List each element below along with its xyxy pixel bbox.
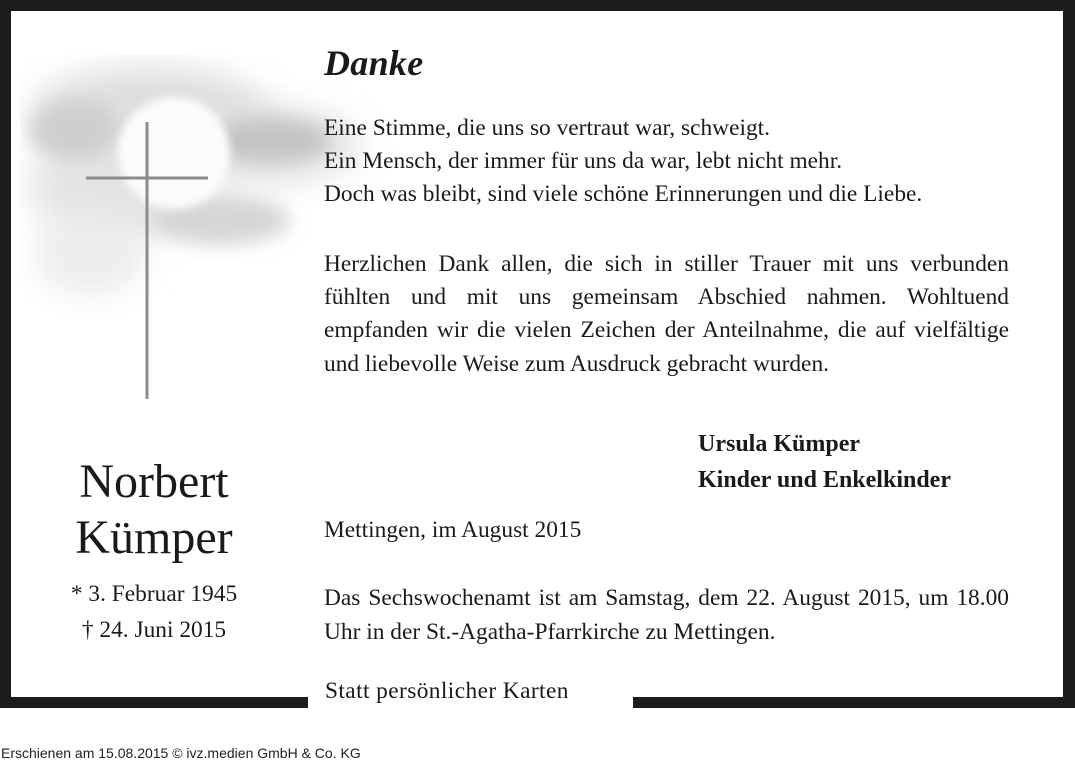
signature-spouse: Ursula Kümper — [698, 431, 860, 457]
death-date: † 24. Juni 2015 — [81, 617, 227, 643]
frame-border-bottom-right — [633, 697, 1075, 708]
frame-border-top — [0, 0, 1075, 11]
notice-heading: Danke — [324, 43, 424, 83]
place-date: Mettingen, im August 2015 — [324, 517, 582, 543]
birth-date: * 3. Februar 1945 — [70, 581, 238, 607]
deceased-first-name: Norbert — [79, 455, 229, 508]
frame-border-bottom-left — [0, 697, 308, 708]
verse-line: Ein Mensch, der immer für uns da war, lebt nicht mehr. — [324, 148, 843, 174]
life-dates — [20, 576, 288, 648]
frame-border-right — [1063, 0, 1075, 708]
deceased-last-name: Kümper — [75, 511, 233, 564]
deceased-name — [20, 454, 288, 566]
signature-family: Kinder und Enkelkinder — [698, 467, 951, 493]
verse-line: Eine Stimme, die uns so vertraut war, schweigt. — [324, 115, 770, 141]
frame-border-left — [0, 0, 11, 708]
publication-credit: Erschienen am 15.08.2015 © ivz.medien GmbH & Co. KG — [1, 745, 361, 761]
verse-line: Doch was bleibt, sind viele schöne Erinnerungen und die Liebe. — [324, 181, 923, 207]
verse — [324, 112, 1010, 211]
service-announcement: Das Sechswochenamt ist am Samstag, dem 22. August 2015, um 18.00 Uhr in der St.-Agatha-Pfarrkirche zu Mettingen. — [324, 585, 1009, 645]
footer-note: Statt persönlicher Karten — [325, 678, 569, 704]
thanks-paragraph: Herzlichen Dank allen, die sich in stiller Trauer mit uns verbunden fühlten und mit uns gemeinsam Abschied nahmen. Wohltuend empfanden wir die vielen Zeichen der Anteilnahme, die auf vielfältige und liebevolle Weise zum Ausdruck gebracht wurden. — [324, 251, 1009, 377]
signatures — [698, 426, 951, 498]
moon-shape — [118, 97, 230, 209]
